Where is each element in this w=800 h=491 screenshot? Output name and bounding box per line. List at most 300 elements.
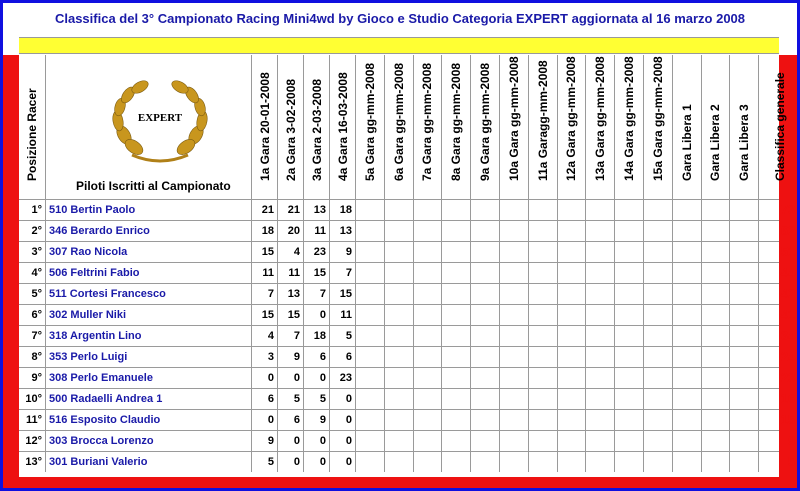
score-cell — [730, 221, 759, 241]
score-cell — [500, 200, 529, 220]
header-column-label: 4a Gara 16-03-2008 — [335, 72, 350, 181]
score-cell — [702, 389, 731, 409]
score-cell: 0 — [330, 431, 356, 451]
score-cell: 13 — [278, 284, 304, 304]
score-cell — [702, 284, 731, 304]
score-cell: 7 — [330, 263, 356, 283]
score-cell: 15 — [252, 305, 278, 325]
score-cell — [702, 347, 731, 367]
score-cell — [558, 410, 587, 430]
score-cell — [615, 284, 644, 304]
score-cell — [673, 410, 702, 430]
score-cell — [356, 284, 385, 304]
score-cell — [356, 305, 385, 325]
score-cell: 0 — [252, 410, 278, 430]
score-cell — [471, 431, 500, 451]
score-cell — [471, 305, 500, 325]
header-column-label: Gara Libera 3 — [737, 104, 752, 181]
total-cell: 51 — [780, 244, 796, 259]
score-cell: 4 — [252, 326, 278, 346]
score-cell — [529, 410, 558, 430]
position-cell: 3° — [19, 242, 46, 262]
score-cell: 0 — [278, 431, 304, 451]
score-cell: 11 — [278, 263, 304, 283]
score-cell — [702, 452, 731, 472]
score-cell — [586, 389, 615, 409]
header-column-label: 3a Gara 2-03-2008 — [309, 78, 324, 181]
score-cell — [586, 431, 615, 451]
score-cell — [471, 242, 500, 262]
header-column-label: 9a Gara gg-mm-2008 — [478, 62, 493, 181]
score-cell — [356, 368, 385, 388]
score-cell: 6 — [330, 347, 356, 367]
pilot-name-cell: 301 Buriani Valerio — [46, 452, 252, 472]
score-cell — [356, 431, 385, 451]
score-cell — [500, 284, 529, 304]
score-cell — [442, 263, 471, 283]
header-column-17 — [702, 55, 731, 199]
score-cell — [385, 326, 414, 346]
header-column-6 — [385, 55, 414, 199]
score-cell: 23 — [330, 368, 356, 388]
score-cell: 9 — [304, 410, 330, 430]
score-cell — [644, 452, 673, 472]
score-cell: 7 — [304, 284, 330, 304]
total-cell: 9 — [787, 433, 796, 448]
score-cell — [385, 200, 414, 220]
header-piloti-label: Piloti Iscritti al Campionato — [76, 179, 231, 193]
score-cell — [586, 326, 615, 346]
header-column-7 — [414, 55, 443, 199]
score-cell — [615, 305, 644, 325]
score-cell — [442, 305, 471, 325]
score-cell: 9 — [278, 347, 304, 367]
score-cell: 18 — [330, 200, 356, 220]
table-row — [19, 304, 796, 325]
table-header — [19, 55, 788, 199]
total-cell: 24 — [780, 349, 796, 364]
score-cell — [442, 410, 471, 430]
score-cell — [558, 368, 587, 388]
score-cell — [730, 410, 759, 430]
score-cell: 0 — [252, 368, 278, 388]
score-cell: 15 — [330, 284, 356, 304]
position-cell: 1° — [19, 200, 46, 220]
score-cell: 23 — [304, 242, 330, 262]
score-cell — [558, 284, 587, 304]
score-cell — [500, 305, 529, 325]
score-cell — [586, 410, 615, 430]
score-cell: 6 — [278, 410, 304, 430]
position-cell: 10° — [19, 389, 46, 409]
score-cell — [673, 221, 702, 241]
score-cell — [385, 284, 414, 304]
score-cell — [730, 347, 759, 367]
score-cell — [644, 347, 673, 367]
score-cell — [558, 389, 587, 409]
score-cell — [615, 410, 644, 430]
score-cell: 3 — [252, 347, 278, 367]
score-cell — [471, 326, 500, 346]
score-cell: 11 — [304, 221, 330, 241]
score-cell: 20 — [278, 221, 304, 241]
score-cell: 7 — [278, 326, 304, 346]
score-cell — [730, 284, 759, 304]
position-cell: 7° — [19, 326, 46, 346]
header-column-15 — [644, 55, 673, 199]
score-cell: 4 — [278, 242, 304, 262]
total-cell: 73 — [780, 202, 796, 217]
score-cell — [356, 452, 385, 472]
score-cell — [529, 431, 558, 451]
total-cell: 41 — [780, 307, 796, 322]
score-cell — [673, 452, 702, 472]
score-cell: 15 — [304, 263, 330, 283]
position-cell: 4° — [19, 263, 46, 283]
score-cell — [471, 410, 500, 430]
score-cell — [414, 221, 443, 241]
score-cell — [500, 452, 529, 472]
score-cell — [356, 410, 385, 430]
score-cell — [385, 431, 414, 451]
pilot-name-cell: 511 Cortesi Francesco — [46, 284, 252, 304]
header-column-12 — [558, 55, 587, 199]
score-cell: 5 — [278, 389, 304, 409]
table-row — [19, 451, 796, 472]
score-cell — [586, 347, 615, 367]
score-cell — [529, 389, 558, 409]
score-cell — [442, 431, 471, 451]
header-column-18 — [730, 55, 759, 199]
header-column-13 — [586, 55, 615, 199]
pilot-name-cell: 307 Rao Nicola — [46, 242, 252, 262]
score-cell — [615, 242, 644, 262]
score-cell — [615, 326, 644, 346]
header-column-11 — [529, 55, 558, 199]
score-cell — [500, 326, 529, 346]
score-cell — [586, 368, 615, 388]
score-cell: 11 — [252, 263, 278, 283]
score-cell — [586, 305, 615, 325]
score-cell — [644, 221, 673, 241]
score-cell — [730, 263, 759, 283]
score-cell — [442, 389, 471, 409]
score-cell — [615, 347, 644, 367]
score-cell — [673, 200, 702, 220]
score-cell — [414, 284, 443, 304]
pilot-name-cell: 346 Berardo Enrico — [46, 221, 252, 241]
score-cell — [586, 200, 615, 220]
score-cell — [500, 347, 529, 367]
score-cell — [558, 200, 587, 220]
total-cell: 34 — [780, 328, 796, 343]
score-cell — [471, 284, 500, 304]
score-cell — [586, 242, 615, 262]
table-row — [19, 220, 796, 241]
score-cell: 5 — [304, 389, 330, 409]
pilot-name-cell: 318 Argentin Lino — [46, 326, 252, 346]
score-cell — [471, 221, 500, 241]
score-cell — [644, 200, 673, 220]
score-cell — [702, 242, 731, 262]
score-cell — [471, 263, 500, 283]
total-cell: 5 — [787, 454, 796, 469]
score-cell — [730, 389, 759, 409]
score-cell — [442, 326, 471, 346]
score-cell — [529, 242, 558, 262]
header-column-label: 13a Gara gg-mm-2008 — [593, 56, 608, 181]
score-cell: 15 — [252, 242, 278, 262]
score-cell: 9 — [330, 242, 356, 262]
position-cell: 5° — [19, 284, 46, 304]
score-cell: 0 — [304, 305, 330, 325]
score-cell — [558, 326, 587, 346]
score-cell — [414, 200, 443, 220]
table-row — [19, 430, 796, 451]
score-cell — [529, 200, 558, 220]
header-column-label: Gara Libera 2 — [708, 104, 723, 181]
score-cell — [702, 200, 731, 220]
score-cell — [500, 368, 529, 388]
score-cell — [558, 305, 587, 325]
score-cell — [730, 305, 759, 325]
header-column-label: 11a Garagg-mm-2008 — [535, 60, 550, 181]
score-cell — [702, 431, 731, 451]
score-cell — [615, 431, 644, 451]
score-cell — [414, 368, 443, 388]
score-cell — [385, 305, 414, 325]
total-cell: 16 — [780, 391, 796, 406]
score-cell — [414, 389, 443, 409]
table-row — [19, 241, 796, 262]
score-cell — [730, 368, 759, 388]
score-cell — [500, 410, 529, 430]
pilot-name-cell: 510 Bertin Paolo — [46, 200, 252, 220]
table-row — [19, 388, 796, 409]
header-column-label: 2a Gara 3-02-2008 — [283, 78, 298, 181]
score-cell — [615, 263, 644, 283]
score-cell — [702, 410, 731, 430]
score-cell — [356, 326, 385, 346]
score-cell — [385, 368, 414, 388]
score-cell — [673, 347, 702, 367]
score-cell — [702, 221, 731, 241]
score-cell — [586, 284, 615, 304]
score-cell — [644, 410, 673, 430]
score-cell — [730, 431, 759, 451]
score-cell — [385, 263, 414, 283]
score-cell — [529, 347, 558, 367]
score-cell — [385, 347, 414, 367]
header-column-5 — [356, 55, 385, 199]
position-cell: 13° — [19, 452, 46, 472]
score-cell — [529, 305, 558, 325]
score-cell — [615, 200, 644, 220]
score-cell — [385, 452, 414, 472]
score-cell: 5 — [330, 326, 356, 346]
score-cell: 0 — [304, 452, 330, 472]
header-column-label: 14a Gara gg-mm-2008 — [622, 56, 637, 181]
total-cell: 62 — [780, 223, 796, 238]
score-cell — [673, 242, 702, 262]
score-cell — [529, 263, 558, 283]
score-cell — [500, 263, 529, 283]
score-cell — [500, 431, 529, 451]
score-cell — [356, 242, 385, 262]
score-cell — [644, 242, 673, 262]
score-cell — [558, 347, 587, 367]
score-cell — [730, 200, 759, 220]
score-cell — [471, 347, 500, 367]
header-column-9 — [471, 55, 500, 199]
score-cell — [356, 389, 385, 409]
score-cell — [385, 221, 414, 241]
header-column-label: 10a Gara gg-mm-2008 — [506, 56, 521, 181]
total-cell: 15 — [780, 412, 796, 427]
score-cell — [529, 326, 558, 346]
score-cell — [673, 263, 702, 283]
total-cell: 42 — [780, 286, 796, 301]
bottom-red-bar — [3, 477, 797, 488]
score-cell — [385, 242, 414, 262]
score-cell — [644, 326, 673, 346]
score-cell — [442, 242, 471, 262]
score-cell: 5 — [252, 452, 278, 472]
position-cell: 11° — [19, 410, 46, 430]
score-cell — [442, 284, 471, 304]
score-cell — [414, 263, 443, 283]
score-cell: 7 — [252, 284, 278, 304]
score-cell — [644, 431, 673, 451]
total-cell: 44 — [780, 265, 796, 280]
header-column-label: 1a Gara 20-01-2008 — [257, 72, 272, 181]
total-cell: 23 — [780, 370, 796, 385]
score-cell — [471, 200, 500, 220]
score-cell — [673, 326, 702, 346]
score-cell — [414, 326, 443, 346]
score-cell — [414, 347, 443, 367]
header-column-2 — [278, 55, 304, 199]
pilot-name-cell: 302 Muller Niki — [46, 305, 252, 325]
header-column-16 — [673, 55, 702, 199]
score-cell — [673, 305, 702, 325]
standings-table — [19, 55, 796, 476]
score-cell — [673, 431, 702, 451]
table-row — [19, 283, 796, 304]
header-position — [19, 55, 46, 199]
header-column-19 — [759, 55, 800, 199]
score-cell: 13 — [330, 221, 356, 241]
score-cell: 0 — [304, 368, 330, 388]
score-cell — [615, 221, 644, 241]
score-cell — [356, 263, 385, 283]
score-cell — [442, 347, 471, 367]
header-column-label: Classifica generale — [773, 72, 788, 181]
pilot-name-cell: 353 Perlo Luigi — [46, 347, 252, 367]
table-row — [19, 367, 796, 388]
score-cell: 9 — [252, 431, 278, 451]
score-cell — [615, 368, 644, 388]
score-cell — [500, 389, 529, 409]
yellow-band — [19, 37, 779, 54]
header-position-label: Posizione Racer — [25, 88, 39, 181]
score-cell — [442, 200, 471, 220]
score-cell: 21 — [252, 200, 278, 220]
table-row — [19, 409, 796, 430]
score-cell — [500, 242, 529, 262]
header-column-3 — [304, 55, 330, 199]
score-cell — [644, 284, 673, 304]
pilot-name-cell: 506 Feltrini Fabio — [46, 263, 252, 283]
score-cell — [702, 326, 731, 346]
score-cell — [730, 452, 759, 472]
pilot-name-cell: 516 Esposito Claudio — [46, 410, 252, 430]
score-cell — [414, 305, 443, 325]
header-column-10 — [500, 55, 529, 199]
header-column-14 — [615, 55, 644, 199]
score-cell: 18 — [304, 326, 330, 346]
score-cell — [529, 284, 558, 304]
score-cell — [385, 389, 414, 409]
score-cell: 0 — [278, 368, 304, 388]
score-cell: 6 — [304, 347, 330, 367]
score-cell — [586, 221, 615, 241]
position-cell: 2° — [19, 221, 46, 241]
position-cell: 6° — [19, 305, 46, 325]
laurel-wreath-icon — [104, 77, 216, 167]
score-cell — [673, 389, 702, 409]
score-cell — [702, 368, 731, 388]
score-cell — [414, 431, 443, 451]
score-cell — [529, 221, 558, 241]
header-column-label: Gara Libera 1 — [679, 104, 694, 181]
score-cell: 18 — [252, 221, 278, 241]
score-cell — [730, 242, 759, 262]
score-cell — [558, 263, 587, 283]
table-row — [19, 346, 796, 367]
score-cell: 0 — [330, 452, 356, 472]
score-cell — [558, 221, 587, 241]
score-cell — [673, 284, 702, 304]
score-cell — [471, 389, 500, 409]
score-cell — [442, 452, 471, 472]
header-column-8 — [442, 55, 471, 199]
header-column-label: 5a Gara gg-mm-2008 — [362, 62, 377, 181]
score-cell — [644, 389, 673, 409]
score-cell — [644, 368, 673, 388]
header-column-label: 12a Gara gg-mm-2008 — [564, 56, 579, 181]
score-cell — [442, 221, 471, 241]
score-cell — [442, 368, 471, 388]
score-cell — [414, 410, 443, 430]
score-cell — [644, 263, 673, 283]
score-cell — [529, 452, 558, 472]
badge-label: EXPERT — [137, 112, 183, 124]
pilot-name-cell: 308 Perlo Emanuele — [46, 368, 252, 388]
score-cell: 0 — [330, 389, 356, 409]
position-cell: 12° — [19, 431, 46, 451]
score-cell: 0 — [330, 410, 356, 430]
table-row — [19, 325, 796, 346]
score-cell — [558, 431, 587, 451]
header-column-label: 8a Gara gg-mm-2008 — [449, 62, 464, 181]
score-cell — [586, 452, 615, 472]
left-red-bar — [3, 55, 19, 484]
pilot-name-cell: 303 Brocca Lorenzo — [46, 431, 252, 451]
position-cell: 9° — [19, 368, 46, 388]
score-cell — [471, 452, 500, 472]
score-cell: 21 — [278, 200, 304, 220]
